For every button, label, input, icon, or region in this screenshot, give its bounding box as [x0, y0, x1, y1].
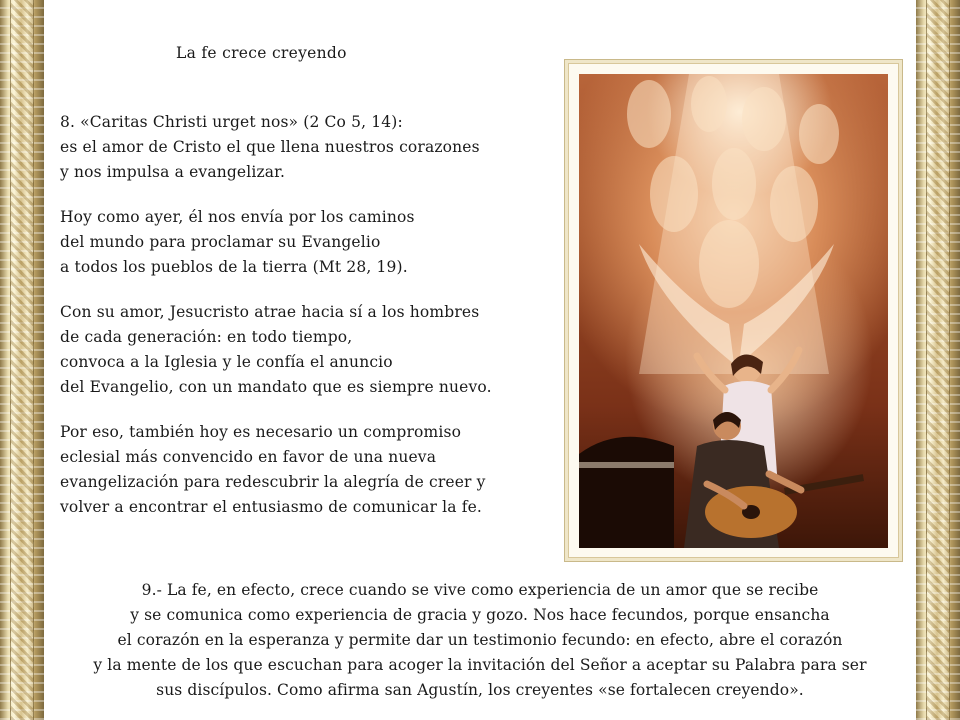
- ornate-frame-left: [0, 0, 44, 720]
- text-line: y se comunica como experiencia de gracia y gozo. Nos hace fecundos, porque ensancha: [130, 606, 830, 624]
- text-line: convoca a la Iglesia y le confía el anuncio: [60, 353, 393, 371]
- text-line: Hoy como ayer, él nos envía por los caminos: [60, 208, 415, 226]
- text-line: volver a encontrar el entusiasmo de comunicar la fe.: [60, 498, 483, 516]
- text-line: 8. «Caritas Christi urget nos» (2 Co 5, 14):: [60, 113, 403, 131]
- bottom-paragraph: [46, 578, 914, 703]
- text-line: y la mente de los que escuchan para acoger la invitación del Señor a aceptar su Palabra para ser: [93, 656, 867, 674]
- painting-image: [579, 74, 888, 548]
- text-line: sus discípulos. Como afirma san Agustín, los creyentes «se fortalecen creyendo».: [156, 681, 804, 699]
- page-title: La fe crece creyendo: [176, 44, 347, 62]
- paragraph-gap: [60, 280, 550, 300]
- paragraph-gap: [60, 185, 550, 205]
- text-line: es el amor de Cristo el que llena nuestros corazones: [60, 138, 480, 156]
- paragraph-gap: [60, 400, 550, 420]
- text-line: Por eso, también hoy es necesario un compromiso: [60, 423, 462, 441]
- picture-frame: [564, 59, 903, 562]
- text-line: eclesial más convencido en favor de una nueva: [60, 448, 437, 466]
- ornate-frame-right: [916, 0, 960, 720]
- text-line: Con su amor, Jesucristo atrae hacia sí a los hombres: [60, 303, 480, 321]
- text-line: a todos los pueblos de la tierra (Mt 28, 19).: [60, 258, 408, 276]
- text-line: de cada generación: en todo tiempo,: [60, 328, 353, 346]
- text-line: el corazón en la esperanza y permite dar un testimonio fecundo: en efecto, abre el corazón: [117, 631, 843, 649]
- painting-illustration: [579, 74, 888, 548]
- main-text-block: [60, 110, 550, 520]
- text-line: 9.- La fe, en efecto, crece cuando se vive como experiencia de un amor que se recibe: [141, 581, 819, 599]
- text-line: evangelización para redescubrir la alegría de creer y: [60, 473, 486, 491]
- text-line: del mundo para proclamar su Evangelio: [60, 233, 381, 251]
- text-line: del Evangelio, con un mandato que es siempre nuevo.: [60, 378, 492, 396]
- text-line: y nos impulsa a evangelizar.: [60, 163, 286, 181]
